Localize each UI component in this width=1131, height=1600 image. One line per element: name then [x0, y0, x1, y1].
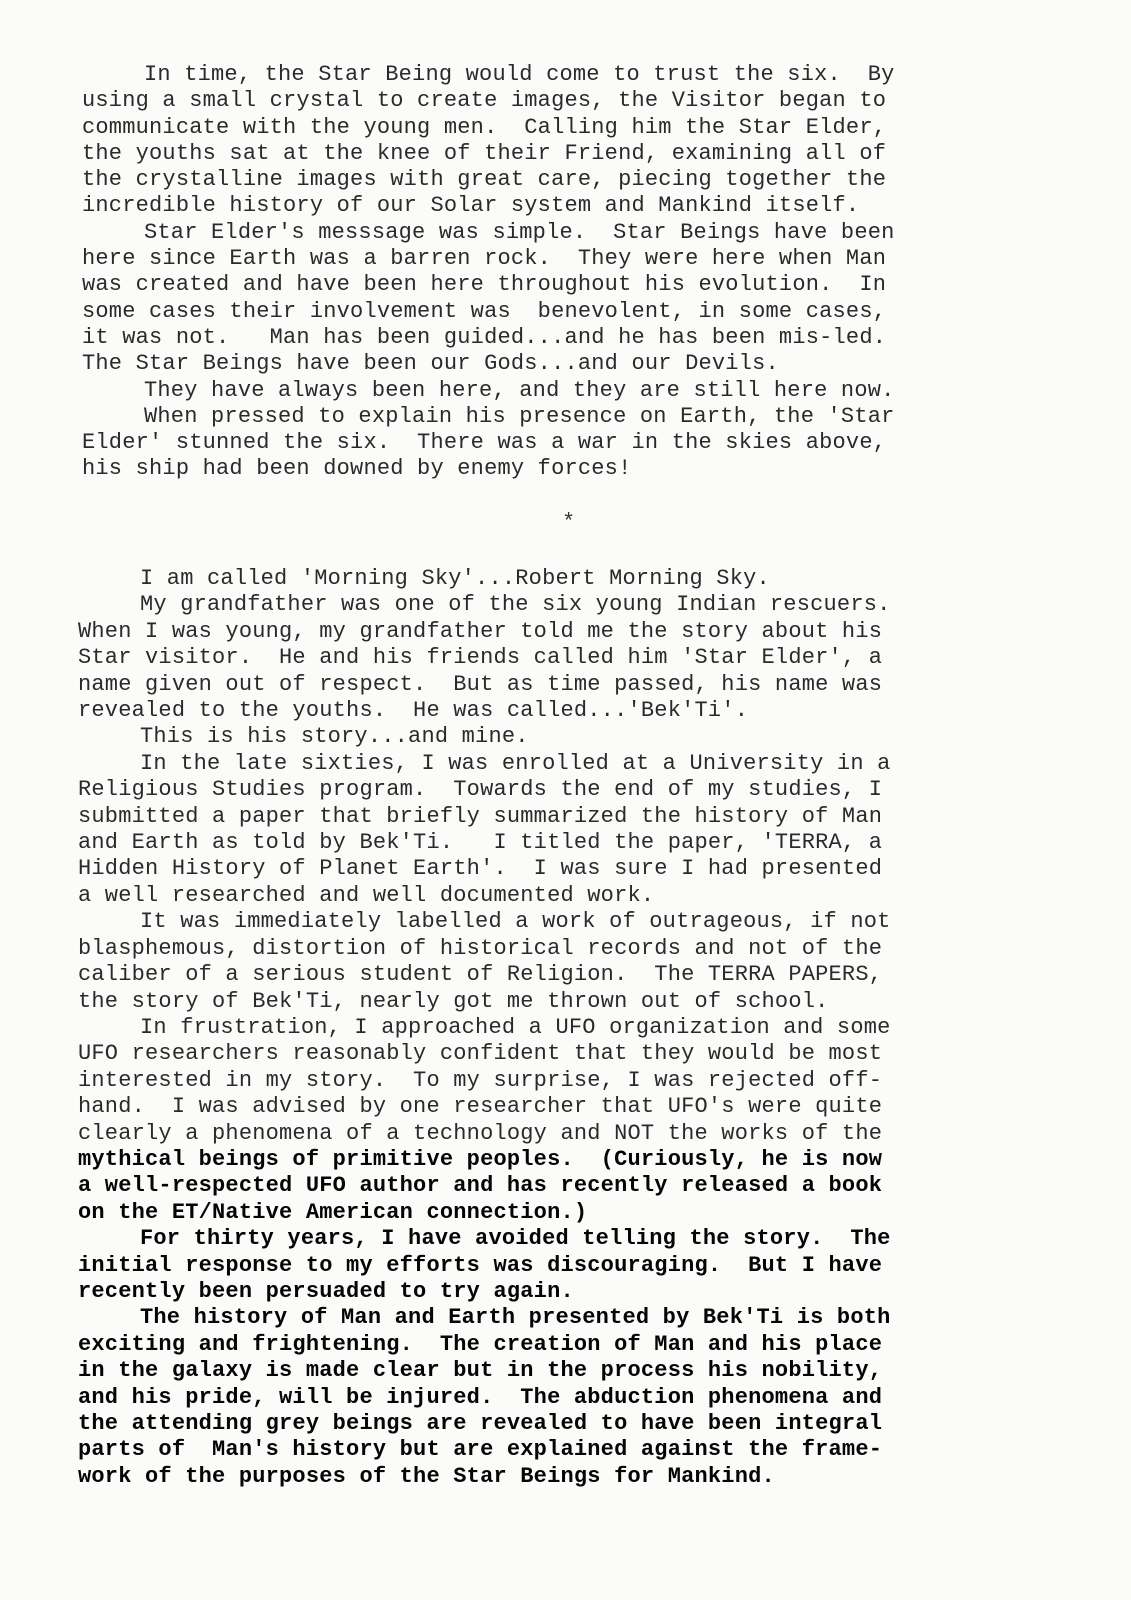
- upper-text-line: incredible history of our Solar system and Mankind itself.: [82, 193, 860, 219]
- lower-text-line: the story of Bek'Ti, nearly got me thrown out of school.: [78, 988, 829, 1014]
- upper-text-line: In time, the Star Being would come to trust the six. By: [144, 62, 895, 87]
- upper-text-line: the crystalline images with great care, piecing together the: [82, 167, 887, 193]
- lower-text-line: UFO researchers reasonably confident that they would be most: [78, 1041, 883, 1067]
- lower-text-line: My grandfather was one of the six young Indian rescuers.: [140, 592, 891, 618]
- lower-text-line: blasphemous, distortion of historical records and not of the: [78, 935, 883, 961]
- upper-text-line: here since Earth was a barren rock. They were here when Man: [82, 246, 887, 272]
- upper-text-line: They have always been here, and they are still here now.: [144, 377, 895, 403]
- lower-text-line: interested in my story. To my surprise, I was rejected off-: [78, 1067, 883, 1093]
- lower-text-line: The history of Man and Earth presented by Bek'Ti is both: [140, 1305, 891, 1331]
- upper-text-line: Elder' stunned the six. There was a war in the skies above,: [82, 430, 887, 456]
- lower-text-line: For thirty years, I have avoided telling the story. The: [140, 1226, 891, 1252]
- lower-text-line: Star visitor. He and his friends called him 'Star Elder', a: [78, 645, 883, 671]
- lower-text-line: mythical beings of primitive peoples. (Curiously, he is now: [78, 1146, 883, 1172]
- upper-text-line: using a small crystal to create images, the Visitor began to: [82, 88, 887, 114]
- upper-text-line: was created and have been here throughout his evolution. In: [82, 272, 887, 298]
- lower-text-line: caliber of a serious student of Religion. The TERRA PAPERS,: [78, 962, 883, 988]
- lower-text-line: revealed to the youths. He was called...'Bek'Ti'.: [78, 698, 749, 724]
- lower-text-line: and his pride, will be injured. The abduction phenomena and: [78, 1384, 883, 1410]
- lower-text-line: Religious Studies program. Towards the end of my studies, I: [78, 777, 883, 803]
- lower-text-line: submitted a paper that briefly summarized the history of Man: [78, 803, 883, 829]
- lower-text-line: exciting and frightening. The creation of Man and his place: [78, 1331, 883, 1357]
- upper-text-line: his ship had been downed by enemy forces!: [82, 456, 632, 482]
- lower-text-line: a well-respected UFO author and has recently released a book: [78, 1173, 883, 1199]
- section-separator: *: [562, 510, 576, 535]
- lower-text-line: parts of Man's history but are explained against the frame-: [78, 1437, 883, 1463]
- upper-text-line: Star Elder's messsage was simple. Star Beings have been: [144, 219, 895, 245]
- lower-text-line: in the galaxy is made clear but in the process his nobility,: [78, 1358, 883, 1384]
- upper-text-line: some cases their involvement was benevolent, in some cases,: [82, 298, 887, 324]
- upper-text-line: When pressed to explain his presence on Earth, the 'Star: [144, 403, 895, 429]
- lower-text-line: and Earth as told by Bek'Ti. I titled the paper, 'TERRA, a: [78, 830, 883, 856]
- upper-text-line: communicate with the young men. Calling him the Star Elder,: [82, 114, 887, 140]
- lower-text-line: In frustration, I approached a UFO organization and some: [140, 1014, 891, 1040]
- lower-text-line: recently been persuaded to try again.: [78, 1278, 574, 1304]
- lower-text-line: the attending grey beings are revealed to have been integral: [78, 1411, 883, 1436]
- lower-text-line: I am called 'Morning Sky'...Robert Morning Sky.: [140, 566, 770, 591]
- lower-text-line: Hidden History of Planet Earth'. I was sure I had presented: [78, 856, 883, 882]
- lower-text-line: name given out of respect. But as time passed, his name was: [78, 671, 883, 697]
- lower-text-line: work of the purposes of the Star Beings for Mankind.: [78, 1463, 775, 1489]
- lower-text-line: In the late sixties, I was enrolled at a University in a: [140, 750, 891, 776]
- upper-text-line: it was not. Man has been guided...and he has been mis-led.: [82, 324, 887, 350]
- lower-text-line: This is his story...and mine.: [140, 724, 529, 750]
- lower-text-block: [78, 566, 1053, 1490]
- lower-text-line: initial response to my efforts was discouraging. But I have: [78, 1252, 883, 1278]
- lower-text-line: on the ET/Native American connection.): [78, 1199, 588, 1225]
- upper-text-block: [82, 62, 1052, 483]
- upper-text-line: the youths sat at the knee of their Friend, examining all of: [82, 140, 887, 166]
- lower-text-line: When I was young, my grandfather told me the story about his: [78, 618, 883, 644]
- lower-text-line: hand. I was advised by one researcher that UFO's were quite: [78, 1094, 883, 1120]
- lower-text-line: a well researched and well documented work.: [78, 882, 655, 908]
- upper-text-line: The Star Beings have been our Gods...and our Devils.: [82, 351, 779, 377]
- lower-text-line: It was immediately labelled a work of outrageous, if not: [140, 909, 891, 935]
- lower-text-line: clearly a phenomena of a technology and NOT the works of the: [78, 1120, 883, 1146]
